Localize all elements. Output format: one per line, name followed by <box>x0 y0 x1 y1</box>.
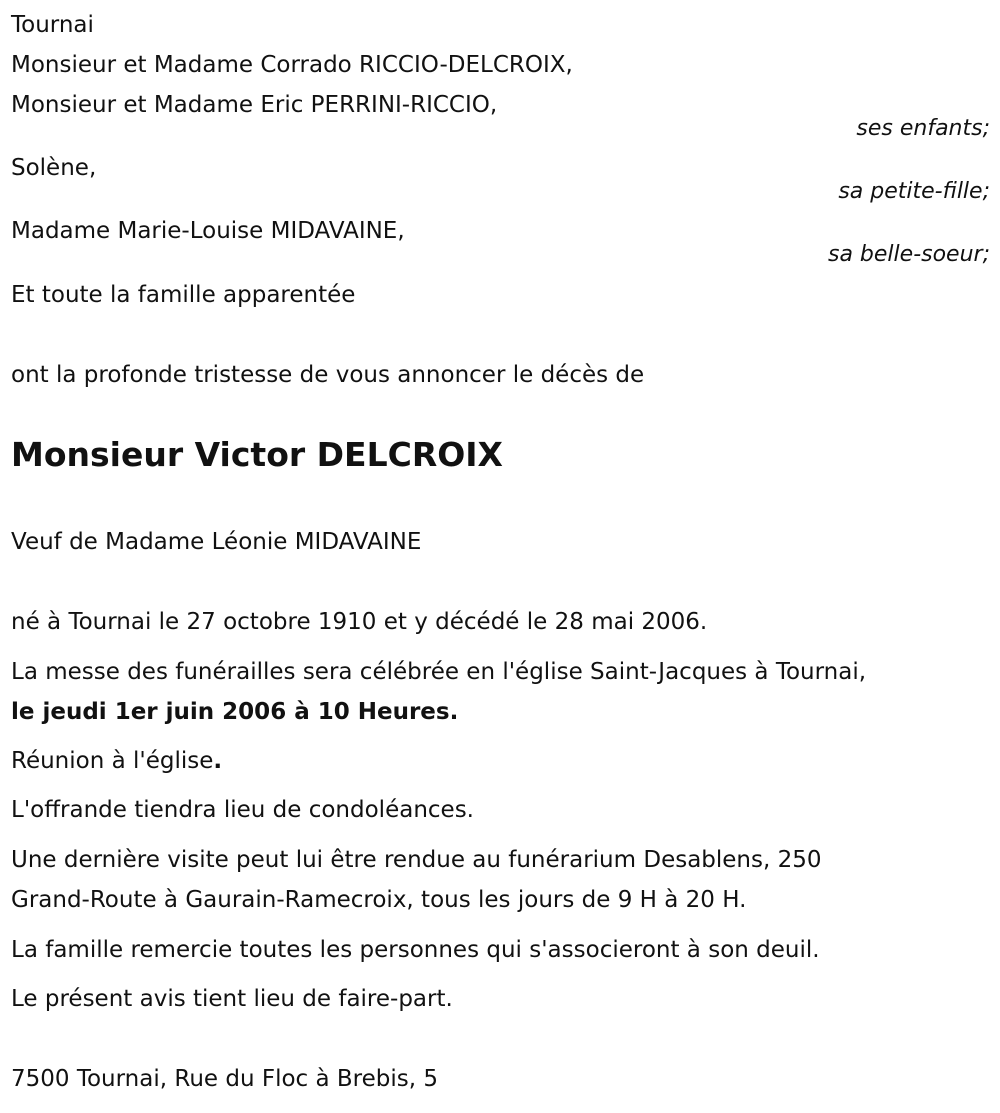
birth-death-info: né à Tournai le 27 octobre 1910 et y décédé le 28 mai 2006. <box>11 609 708 635</box>
deceased-name: Monsieur Victor DELCROIX <box>11 435 504 474</box>
meeting-period: . <box>213 748 223 774</box>
extended-family: Et toute la famille apparentée <box>11 282 356 308</box>
visit-info-line1: Une dernière visite peut lui être rendue au funérarium Desablens, 250 <box>11 847 822 873</box>
widower-of: Veuf de Madame Léonie MIDAVAINE <box>11 529 422 555</box>
relation-children: ses enfants; <box>856 116 990 141</box>
family-member-children-1: Monsieur et Madame Corrado RICCIO-DELCROIX, <box>11 52 573 78</box>
visit-info-line2: Grand-Route à Gaurain-Ramecroix, tous les jours de 9 H à 20 H. <box>11 887 747 913</box>
announcement-text: ont la profonde tristesse de vous annoncer le décès de <box>11 362 645 388</box>
funeral-mass-location: La messe des funérailles sera célébrée en l'église Saint-Jacques à Tournai, <box>11 659 867 685</box>
relation-granddaughter: sa petite-fille; <box>838 179 990 204</box>
meeting-place <box>11 747 222 775</box>
family-member-sister-in-law: Madame Marie-Louise MIDAVAINE, <box>11 218 405 244</box>
offering-note: L'offrande tiendra lieu de condoléances. <box>11 797 474 823</box>
notice-statement: Le présent avis tient lieu de faire-part. <box>11 986 453 1012</box>
relation-sister-in-law: sa belle-soeur; <box>828 242 990 267</box>
city-header: Tournai <box>11 12 94 38</box>
family-address: 7500 Tournai, Rue du Floc à Brebis, 5 <box>11 1066 439 1092</box>
family-member-children-2: Monsieur et Madame Eric PERRINI-RICCIO, <box>11 92 498 118</box>
meeting-text: Réunion à l'église <box>11 748 214 774</box>
family-member-granddaughter: Solène, <box>11 155 97 181</box>
family-thanks: La famille remercie toutes les personnes qui s'associeront à son deuil. <box>11 937 820 963</box>
funeral-mass-date: le jeudi 1er juin 2006 à 10 Heures. <box>11 699 459 725</box>
